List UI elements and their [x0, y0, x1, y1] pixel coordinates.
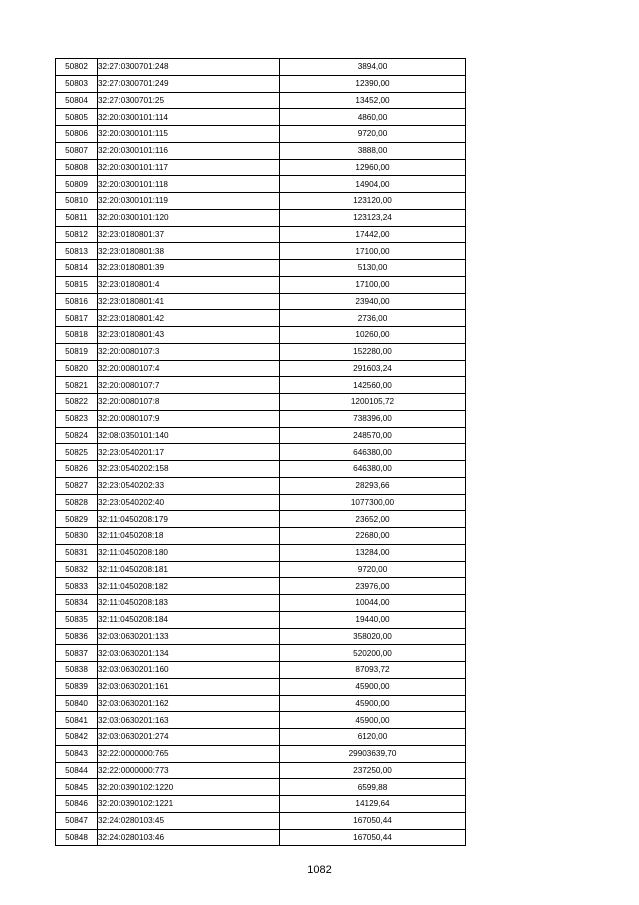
value-cell: 45900,00 [280, 695, 466, 712]
cadastral-number-cell: 32:24:0280103:45 [98, 812, 280, 829]
row-number-cell: 50848 [56, 829, 98, 846]
row-number-cell: 50832 [56, 561, 98, 578]
table-row [56, 92, 466, 109]
row-number-cell: 50820 [56, 360, 98, 377]
table-row [56, 360, 466, 377]
cadastral-number-cell: 32:23:0180801:43 [98, 327, 280, 344]
row-number-cell: 50818 [56, 327, 98, 344]
cadastral-number-cell: 32:27:0300701:248 [98, 59, 280, 76]
table-row [56, 126, 466, 143]
value-cell: 17100,00 [280, 243, 466, 260]
row-number-cell: 50814 [56, 260, 98, 277]
cadastral-number-cell: 32:08:0350101:140 [98, 427, 280, 444]
cadastral-number-cell: 32:20:0080107:4 [98, 360, 280, 377]
value-cell: 248570,00 [280, 427, 466, 444]
cadastral-number-cell: 32:23:0180801:37 [98, 226, 280, 243]
cadastral-number-cell: 32:11:0450208:180 [98, 544, 280, 561]
row-number-cell: 50813 [56, 243, 98, 260]
cadastral-number-cell: 32:20:0390102:1220 [98, 779, 280, 796]
cadastral-number-cell: 32:11:0450208:184 [98, 611, 280, 628]
row-number-cell: 50827 [56, 477, 98, 494]
row-number-cell: 50812 [56, 226, 98, 243]
row-number-cell: 50817 [56, 310, 98, 327]
value-cell: 9720,00 [280, 126, 466, 143]
value-cell: 9720,00 [280, 561, 466, 578]
table-row [56, 544, 466, 561]
cadastral-number-cell: 32:20:0080107:9 [98, 410, 280, 427]
row-number-cell: 50836 [56, 628, 98, 645]
row-number-cell: 50806 [56, 126, 98, 143]
value-cell: 167050,44 [280, 829, 466, 846]
table-row [56, 243, 466, 260]
table-row [56, 561, 466, 578]
row-number-cell: 50842 [56, 729, 98, 746]
table-row [56, 578, 466, 595]
value-cell: 10260,00 [280, 327, 466, 344]
value-cell: 12960,00 [280, 159, 466, 176]
cadastral-number-cell: 32:11:0450208:179 [98, 511, 280, 528]
value-cell: 4860,00 [280, 109, 466, 126]
cadastral-number-cell: 32:03:0630201:162 [98, 695, 280, 712]
row-number-cell: 50837 [56, 645, 98, 662]
table-row [56, 75, 466, 92]
table-row [56, 611, 466, 628]
cadastral-number-cell: 32:20:0300101:115 [98, 126, 280, 143]
value-cell: 646380,00 [280, 461, 466, 478]
row-number-cell: 50828 [56, 494, 98, 511]
table-row [56, 494, 466, 511]
cadastral-number-cell: 32:23:0180801:41 [98, 293, 280, 310]
row-number-cell: 50802 [56, 59, 98, 76]
cadastral-number-cell: 32:11:0450208:183 [98, 595, 280, 612]
table-row [56, 394, 466, 411]
value-cell: 358020,00 [280, 628, 466, 645]
row-number-cell: 50810 [56, 193, 98, 210]
cadastral-number-cell: 32:23:0540201:17 [98, 444, 280, 461]
row-number-cell: 50816 [56, 293, 98, 310]
value-cell: 123120,00 [280, 193, 466, 210]
table-row [56, 695, 466, 712]
row-number-cell: 50847 [56, 812, 98, 829]
cadastral-number-cell: 32:22:0000000:773 [98, 762, 280, 779]
value-cell: 1077300,00 [280, 494, 466, 511]
row-number-cell: 50822 [56, 394, 98, 411]
cadastral-number-cell: 32:03:0630201:160 [98, 662, 280, 679]
cadastral-number-cell: 32:23:0540202:40 [98, 494, 280, 511]
table-row [56, 260, 466, 277]
row-number-cell: 50833 [56, 578, 98, 595]
row-number-cell: 50803 [56, 75, 98, 92]
value-cell: 152280,00 [280, 343, 466, 360]
table-row [56, 528, 466, 545]
table-row [56, 293, 466, 310]
table-row [56, 461, 466, 478]
table-row [56, 796, 466, 813]
value-cell: 646380,00 [280, 444, 466, 461]
row-number-cell: 50819 [56, 343, 98, 360]
value-cell: 17442,00 [280, 226, 466, 243]
table-row [56, 745, 466, 762]
row-number-cell: 50824 [56, 427, 98, 444]
table-row [56, 595, 466, 612]
value-cell: 10044,00 [280, 595, 466, 612]
value-cell: 45900,00 [280, 678, 466, 695]
cadastral-number-cell: 32:27:0300701:249 [98, 75, 280, 92]
value-cell: 23976,00 [280, 578, 466, 595]
row-number-cell: 50805 [56, 109, 98, 126]
row-number-cell: 50835 [56, 611, 98, 628]
cadastral-value-table [55, 58, 466, 846]
value-cell: 28293,66 [280, 477, 466, 494]
table-row [56, 444, 466, 461]
cadastral-number-cell: 32:20:0300101:118 [98, 176, 280, 193]
row-number-cell: 50834 [56, 595, 98, 612]
table-row [56, 779, 466, 796]
row-number-cell: 50838 [56, 662, 98, 679]
cadastral-number-cell: 32:23:0540202:33 [98, 477, 280, 494]
cadastral-number-cell: 32:23:0180801:38 [98, 243, 280, 260]
table-row [56, 410, 466, 427]
value-cell: 19440,00 [280, 611, 466, 628]
cadastral-number-cell: 32:03:0630201:161 [98, 678, 280, 695]
row-number-cell: 50823 [56, 410, 98, 427]
row-number-cell: 50846 [56, 796, 98, 813]
table-row [56, 209, 466, 226]
table-row [56, 628, 466, 645]
table-row [56, 310, 466, 327]
table-row [56, 109, 466, 126]
table-row [56, 678, 466, 695]
row-number-cell: 50831 [56, 544, 98, 561]
value-cell: 23940,00 [280, 293, 466, 310]
cadastral-number-cell: 32:22:0000000:765 [98, 745, 280, 762]
value-cell: 23652,00 [280, 511, 466, 528]
row-number-cell: 50809 [56, 176, 98, 193]
table-row [56, 762, 466, 779]
table-row [56, 159, 466, 176]
value-cell: 237250,00 [280, 762, 466, 779]
value-cell: 142560,00 [280, 377, 466, 394]
table-row [56, 812, 466, 829]
cadastral-number-cell: 32:20:0300101:117 [98, 159, 280, 176]
value-cell: 123123,24 [280, 209, 466, 226]
table-row [56, 511, 466, 528]
cadastral-number-cell: 32:20:0300101:119 [98, 193, 280, 210]
table-row [56, 343, 466, 360]
value-cell: 45900,00 [280, 712, 466, 729]
cadastral-number-cell: 32:03:0630201:134 [98, 645, 280, 662]
row-number-cell: 50811 [56, 209, 98, 226]
value-cell: 13452,00 [280, 92, 466, 109]
value-cell: 3894,00 [280, 59, 466, 76]
cadastral-number-cell: 32:20:0390102:1221 [98, 796, 280, 813]
table-row [56, 662, 466, 679]
row-number-cell: 50840 [56, 695, 98, 712]
row-number-cell: 50826 [56, 461, 98, 478]
cadastral-number-cell: 32:23:0540202:158 [98, 461, 280, 478]
row-number-cell: 50829 [56, 511, 98, 528]
cadastral-number-cell: 32:11:0450208:182 [98, 578, 280, 595]
value-cell: 1200105,72 [280, 394, 466, 411]
row-number-cell: 50821 [56, 377, 98, 394]
value-cell: 22680,00 [280, 528, 466, 545]
value-cell: 14129,64 [280, 796, 466, 813]
value-cell: 12390,00 [280, 75, 466, 92]
cadastral-number-cell: 32:11:0450208:18 [98, 528, 280, 545]
cadastral-number-cell: 32:20:0080107:3 [98, 343, 280, 360]
cadastral-number-cell: 32:20:0300101:116 [98, 142, 280, 159]
row-number-cell: 50839 [56, 678, 98, 695]
row-number-cell: 50844 [56, 762, 98, 779]
value-cell: 29903639,70 [280, 745, 466, 762]
table-row [56, 59, 466, 76]
cadastral-number-cell: 32:03:0630201:133 [98, 628, 280, 645]
cadastral-number-cell: 32:20:0080107:7 [98, 377, 280, 394]
table-row [56, 377, 466, 394]
cadastral-number-cell: 32:03:0630201:163 [98, 712, 280, 729]
row-number-cell: 50807 [56, 142, 98, 159]
value-cell: 291603,24 [280, 360, 466, 377]
row-number-cell: 50815 [56, 276, 98, 293]
cadastral-number-cell: 32:24:0280103:46 [98, 829, 280, 846]
value-cell: 17100,00 [280, 276, 466, 293]
row-number-cell: 50843 [56, 745, 98, 762]
cadastral-number-cell: 32:23:0180801:42 [98, 310, 280, 327]
cadastral-number-cell: 32:23:0180801:39 [98, 260, 280, 277]
table-row [56, 276, 466, 293]
table-row [56, 226, 466, 243]
value-cell: 738396,00 [280, 410, 466, 427]
row-number-cell: 50825 [56, 444, 98, 461]
value-cell: 5130,00 [280, 260, 466, 277]
table-row [56, 176, 466, 193]
cadastral-number-cell: 32:23:0180801:4 [98, 276, 280, 293]
value-cell: 2736,00 [280, 310, 466, 327]
row-number-cell: 50841 [56, 712, 98, 729]
table-row [56, 729, 466, 746]
cadastral-number-cell: 32:27:0300701:25 [98, 92, 280, 109]
table-row [56, 142, 466, 159]
value-cell: 167050,44 [280, 812, 466, 829]
cadastral-number-cell: 32:20:0300101:114 [98, 109, 280, 126]
value-cell: 14904,00 [280, 176, 466, 193]
table-row [56, 645, 466, 662]
value-cell: 6120,00 [280, 729, 466, 746]
document-page [55, 58, 466, 846]
table-row [56, 477, 466, 494]
cadastral-number-cell: 32:20:0300101:120 [98, 209, 280, 226]
value-cell: 3888,00 [280, 142, 466, 159]
value-cell: 13284,00 [280, 544, 466, 561]
table-row [56, 327, 466, 344]
cadastral-number-cell: 32:11:0450208:181 [98, 561, 280, 578]
value-cell: 6599,88 [280, 779, 466, 796]
row-number-cell: 50808 [56, 159, 98, 176]
table-body [56, 59, 466, 846]
value-cell: 520200,00 [280, 645, 466, 662]
cadastral-number-cell: 32:03:0630201:274 [98, 729, 280, 746]
row-number-cell: 50804 [56, 92, 98, 109]
row-number-cell: 50830 [56, 528, 98, 545]
page-number: 1082 [307, 864, 332, 876]
table-row [56, 829, 466, 846]
cadastral-number-cell: 32:20:0080107:8 [98, 394, 280, 411]
table-row [56, 712, 466, 729]
value-cell: 87093,72 [280, 662, 466, 679]
row-number-cell: 50845 [56, 779, 98, 796]
table-row [56, 193, 466, 210]
table-row [56, 427, 466, 444]
